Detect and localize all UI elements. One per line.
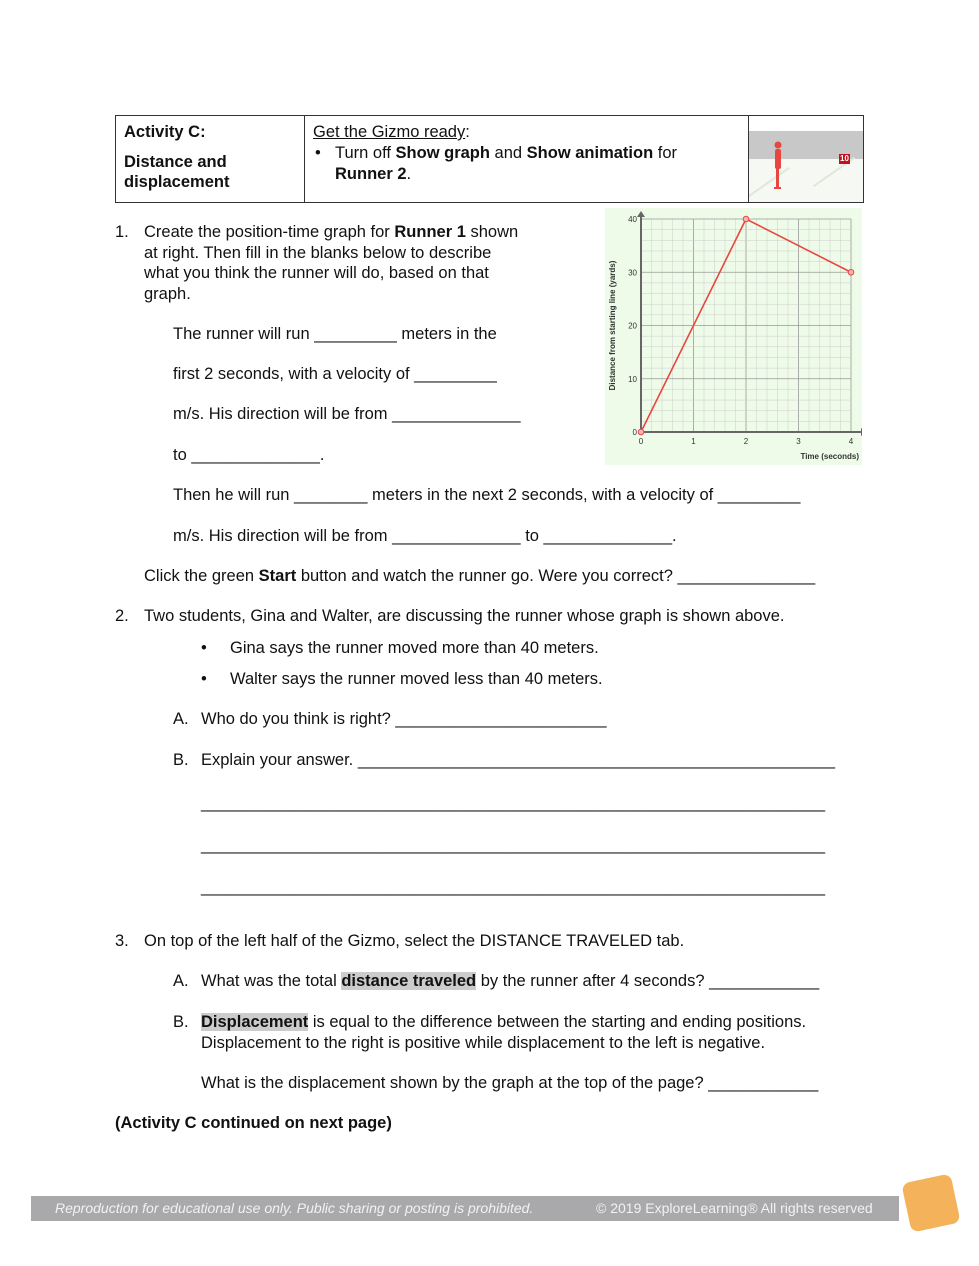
show-graph-label: Show graph (395, 144, 490, 162)
distance-traveled-question[interactable] (201, 971, 819, 991)
part-label: B. (173, 1013, 189, 1031)
data-point (638, 429, 644, 435)
bullet-icon: • (201, 639, 207, 657)
text: Create the position-time graph for (144, 223, 395, 241)
question-number: 1. (115, 223, 129, 241)
highlight-term: Displacement (201, 1013, 309, 1031)
displacement-question[interactable]: What is the displacement shown by the graph at the top of the page? ____________ (201, 1074, 819, 1092)
flag-marker: 10 (840, 154, 849, 163)
answer-line[interactable]: ____________________________________________________________________ (201, 794, 826, 812)
answer-line[interactable]: ____________________________________________________________________ (201, 878, 826, 896)
part-label: A. (173, 710, 189, 728)
fill-blank-velocity-1[interactable]: first 2 seconds, with a velocity of _________ (173, 365, 497, 383)
explain-answer-blank[interactable]: Explain your answer. ____________________________________________________ (201, 751, 836, 769)
text: Turn off (335, 144, 396, 162)
x-axis-arrow (861, 428, 862, 436)
fill-blank-direction-2[interactable]: m/s. His direction will be from ______________ to ______________. (173, 527, 677, 545)
text: button and watch the runner go. Were you correct? _______________ (296, 567, 816, 585)
gizmo-thumbnail (749, 116, 864, 203)
highlight-term: distance traveled (341, 972, 477, 990)
displacement-sign-note: Displacement to the right is positive while displacement to the left is negative. (201, 1034, 766, 1052)
ready-heading: Get the Gizmo ready (313, 123, 466, 141)
colon: : (465, 123, 470, 141)
text: for (653, 144, 678, 162)
text: shown (465, 223, 519, 241)
data-point (743, 216, 749, 222)
y-tick-label: 10 (628, 374, 637, 384)
y-tick-label: 30 (628, 268, 637, 278)
show-animation-label: Show animation (526, 144, 654, 162)
fill-blank-distance-1[interactable]: The runner will run _________ meters in the (173, 325, 497, 343)
q1-line-4: graph. (144, 285, 191, 303)
walter-statement: Walter says the runner moved less than 40 meters. (230, 670, 603, 688)
text: and (489, 144, 527, 162)
answer-line[interactable]: ____________________________________________________________________ (201, 836, 826, 854)
text: . (406, 165, 412, 183)
click-start-question[interactable] (144, 566, 815, 586)
x-tick-label: 0 (638, 437, 644, 446)
start-label: Start (258, 567, 297, 585)
runner-2-label: Runner 2 (335, 165, 407, 183)
text: is equal to the difference between the starting and ending positions. (308, 1013, 807, 1031)
x-axis-label: Time (seconds) (800, 452, 859, 461)
activity-title-cell (116, 116, 305, 203)
text: by the runner after 4 seconds? ____________ (476, 972, 820, 990)
q1-line-2: at right. Then fill in the blanks below to describe (144, 244, 492, 262)
q2-intro: Two students, Gina and Walter, are discussing the runner whose graph is shown above. (144, 607, 785, 625)
x-tick-label: 3 (796, 437, 801, 446)
footer-bar (31, 1196, 899, 1221)
runner-1-label: Runner 1 (394, 223, 466, 241)
y-tick-label: 40 (628, 215, 637, 224)
x-tick-label: 1 (691, 437, 696, 446)
part-label: B. (173, 751, 189, 769)
bullet-icon: • (201, 670, 207, 688)
x-tick-label: 2 (743, 437, 749, 446)
instruction-bullet (315, 143, 740, 185)
who-is-right-blank[interactable]: Who do you think is right? _______________________ (201, 710, 607, 728)
fill-blank-direction-from-1[interactable]: m/s. His direction will be from ______________ (173, 405, 521, 423)
gina-statement: Gina says the runner moved more than 40 meters. (230, 639, 599, 657)
explorelearning-logo (901, 1173, 960, 1232)
q3-intro: On top of the left half of the Gizmo, select the DISTANCE TRAVELED tab. (144, 932, 685, 950)
continued-note: (Activity C continued on next page) (115, 1114, 392, 1132)
q1-line-1 (144, 222, 518, 242)
y-axis-arrow (637, 211, 645, 217)
topic-line-1: Distance and (124, 153, 227, 171)
text: What was the total (201, 972, 342, 990)
x-tick-label: 4 (848, 437, 854, 446)
q1-line-3: what you think the runner will do, based on that (144, 264, 489, 282)
position-time-graph (605, 208, 862, 465)
activity-header-table (115, 115, 864, 203)
fill-blank-direction-to-1[interactable]: to ______________. (173, 446, 325, 464)
bullet-icon: • (315, 144, 321, 162)
footer-copyright: © 2019 ExploreLearning® All rights reserved (596, 1200, 873, 1216)
activity-label: Activity C: (124, 123, 206, 141)
runner-figure-icon (771, 141, 785, 191)
topic-line-2: displacement (124, 173, 230, 191)
y-tick-label: 0 (632, 428, 637, 437)
displacement-definition (201, 1012, 806, 1032)
data-point (848, 269, 854, 275)
y-tick-label: 20 (628, 321, 637, 331)
text: Click the green (144, 567, 259, 585)
part-label: A. (173, 972, 189, 990)
instructions-cell (305, 116, 749, 203)
footer-disclaimer: Reproduction for educational use only. Public sharing or posting is prohibited. (55, 1200, 534, 1216)
y-axis-label: Distance from starting line (yards) (608, 260, 617, 391)
question-number: 2. (115, 607, 129, 625)
question-number: 3. (115, 932, 129, 950)
fill-blank-distance-2[interactable]: Then he will run ________ meters in the next 2 seconds, with a velocity of _________ (173, 486, 801, 504)
